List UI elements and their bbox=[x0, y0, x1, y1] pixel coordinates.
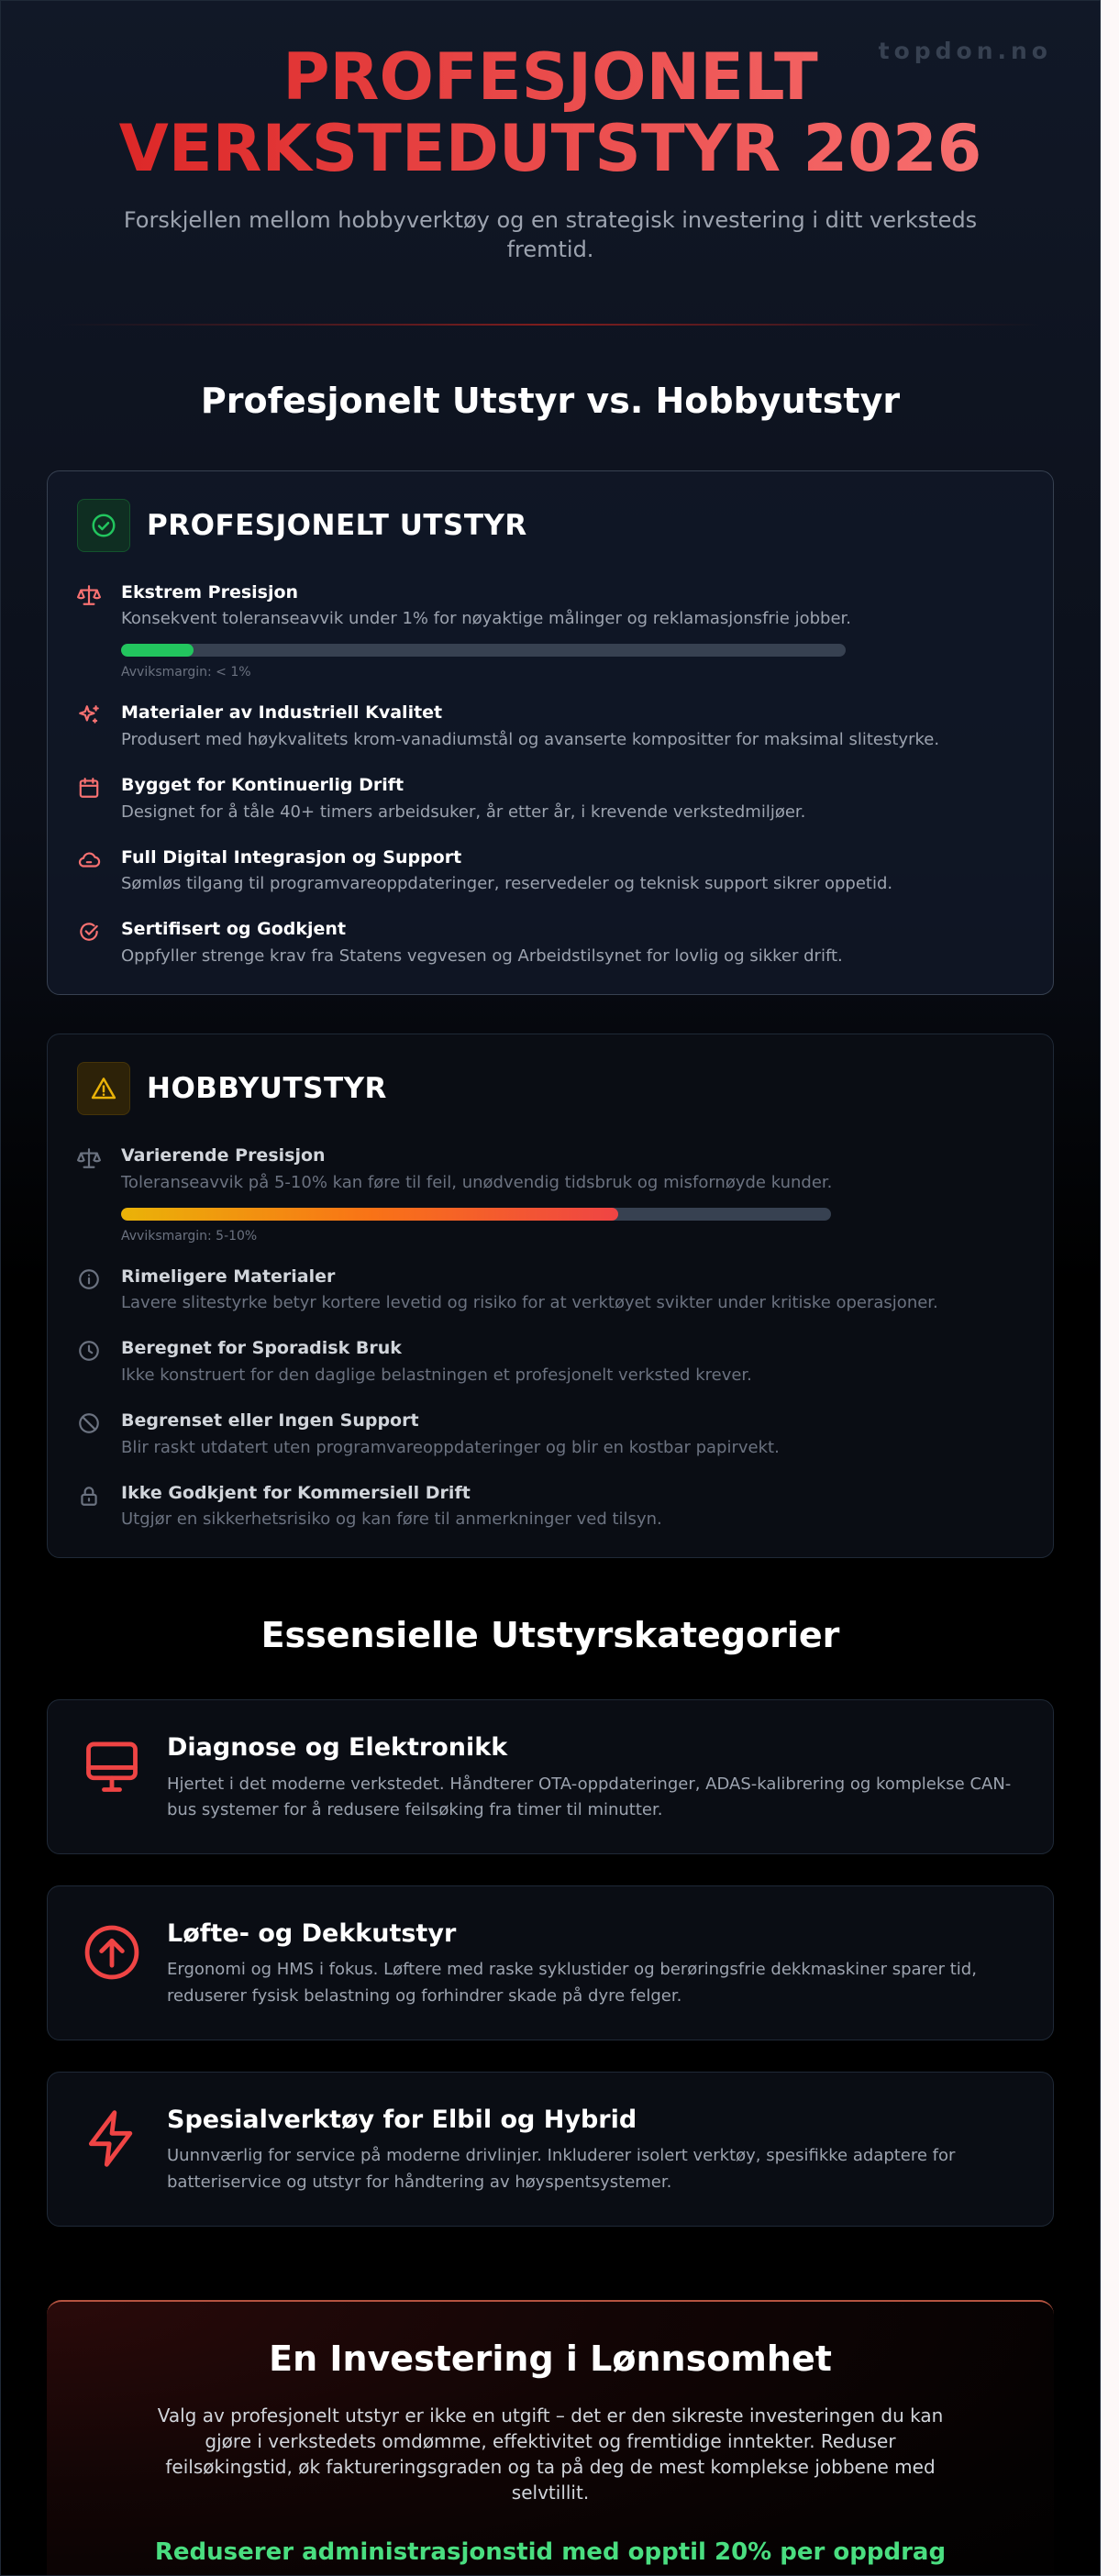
hobby-card-title: HOBBYUTSTYR bbox=[147, 1072, 387, 1105]
monitor-icon bbox=[81, 1731, 147, 1801]
pro-precision-bar bbox=[121, 644, 846, 657]
category-desc: Ergonomi og HMS i fokus. Løftere med raske syklustider og berøringsfrie dekkmaskiner sparer tid, reduserer fysisk belastning og forhindrer skade på dyre felger. bbox=[167, 1960, 977, 2007]
calendar-icon bbox=[77, 774, 121, 803]
pro-card bbox=[47, 470, 1054, 995]
warning-triangle-icon bbox=[77, 1062, 130, 1115]
page-title bbox=[101, 41, 1000, 185]
check-circle-icon bbox=[77, 499, 130, 552]
sparkles-icon bbox=[77, 702, 121, 731]
comparison-title: Profesjonelt Utstyr vs. Hobbyutstyr bbox=[200, 380, 901, 421]
badge-check-icon bbox=[77, 918, 121, 947]
pro-feature bbox=[77, 774, 1024, 824]
cloud-icon bbox=[77, 846, 121, 876]
pro-precision-bar-fill bbox=[121, 644, 194, 657]
pro-feature-title: Sertifisert og Godkjent bbox=[121, 919, 347, 940]
pro-feature-title: Ekstrem Presisjon bbox=[121, 581, 299, 603]
category-name: Diagnose og Elektronikk bbox=[167, 1733, 508, 1763]
pro-precision-bar-label: Avviksmargin: < 1% bbox=[121, 665, 251, 680]
pro-feature bbox=[77, 918, 1024, 968]
pro-card-header bbox=[77, 499, 1024, 552]
category-name: Spesialverktøy for Elbil og Hybrid bbox=[167, 2105, 637, 2134]
hobby-feature-desc: Blir raskt utdatert uten programvareoppdateringer og blir en kostbar papirvekt. bbox=[121, 1437, 780, 1457]
clock-icon bbox=[77, 1337, 121, 1366]
scale-icon bbox=[77, 581, 121, 611]
page-subtitle: Forskjellen mellom hobbyverktøy og en strategisk investering i ditt verksteds fremtid. bbox=[123, 206, 978, 263]
investment-title: En Investering i Lønnsomhet bbox=[269, 2338, 832, 2379]
investment-section bbox=[47, 2300, 1054, 2576]
category-desc: Hjertet i det moderne verkstedet. Håndterer OTA-oppdateringer, ADAS-kalibrering og komplekse CAN-bus systemer for å redusere feilsøking fra timer til minutter. bbox=[167, 1774, 1012, 1820]
hobby-feature-title: Varierende Presisjon bbox=[121, 1145, 326, 1166]
hobby-card-header bbox=[77, 1062, 1024, 1115]
hobby-feature-title: Begrenset eller Ingen Support bbox=[121, 1410, 419, 1432]
brand-label: topdon.no bbox=[878, 38, 1052, 64]
pro-feature bbox=[77, 846, 1024, 897]
category-card bbox=[47, 1699, 1054, 1854]
hobby-feature bbox=[77, 1144, 1024, 1244]
hobby-feature-desc: Toleranseavvik på 5-10% kan føre til feil, unødvendig tidsbruk og misfornøyde kunder. bbox=[121, 1172, 833, 1192]
pro-feature bbox=[77, 702, 1024, 752]
hobby-precision-bar bbox=[121, 1208, 831, 1221]
pro-card-title: PROFESJONELT UTSTYR bbox=[147, 508, 527, 542]
info-icon bbox=[77, 1266, 121, 1295]
pro-feature-desc: Produsert med høykvalitets krom-vanadiumstål og avanserte kompositter for maksimal slitestyrke. bbox=[121, 729, 940, 749]
hobby-feature bbox=[77, 1482, 1024, 1532]
lightning-icon bbox=[81, 2104, 147, 2173]
hobby-feature-title: Ikke Godkjent for Kommersiell Drift bbox=[121, 1482, 471, 1503]
pro-feature-title: Full Digital Integrasjon og Support bbox=[121, 846, 462, 868]
hobby-feature bbox=[77, 1337, 1024, 1388]
pro-feature bbox=[77, 581, 852, 680]
pro-feature-desc: Konsekvent toleranseavvik under 1% for nøyaktige målinger og reklamasjonsfrie jobber. bbox=[121, 609, 852, 629]
pro-feature-title: Materialer av Industriell Kvalitet bbox=[121, 702, 443, 724]
upload-circle-icon bbox=[81, 1918, 147, 1987]
hobby-feature-desc: Ikke konstruert for den daglige belastningen et profesjonelt verksted krever. bbox=[121, 1365, 752, 1386]
category-card bbox=[47, 1885, 1054, 2040]
divider bbox=[60, 324, 1041, 326]
category-desc: Uunnværlig for service på moderne drivlinjer. Inkluderer isolert verktøy, spesifikke adaptere for batteriservice og utstyr for håndtering av høyspentsystemer. bbox=[167, 2145, 956, 2192]
hobby-feature bbox=[77, 1266, 1024, 1316]
investment-highlight: Reduserer administrasjonstid med opptil 20% per oppdrag bbox=[154, 2537, 947, 2566]
hobby-card bbox=[47, 1034, 1054, 1558]
hobby-feature-title: Beregnet for Sporadisk Bruk bbox=[121, 1338, 402, 1359]
title-line-1: PROFESJONELT bbox=[283, 39, 818, 115]
scale-icon bbox=[77, 1144, 121, 1174]
pro-feature-desc: Designet for å tåle 40+ timers arbeidsuker, år etter år, i krevende verkstedmiljøer. bbox=[121, 802, 806, 822]
ban-icon bbox=[77, 1410, 121, 1439]
pro-feature-desc: Sømløs tilgang til programvareoppdateringer, reservedeler og teknisk support sikrer oppetid. bbox=[121, 874, 893, 894]
pro-feature-title: Bygget for Kontinuerlig Drift bbox=[121, 774, 404, 795]
category-card bbox=[47, 2072, 1054, 2227]
pro-feature-desc: Oppfyller strenge krav fra Statens vegvesen og Arbeidstilsynet for lovlig og sikker drift. bbox=[121, 946, 843, 966]
hobby-precision-bar-fill bbox=[121, 1208, 618, 1221]
hobby-feature-desc: Utgjør en sikkerhetsrisiko og kan føre til anmerkninger ved tilsyn. bbox=[121, 1509, 662, 1530]
categories-title: Essensielle Utstyrskategorier bbox=[260, 1615, 840, 1656]
category-name: Løfte- og Dekkutstyr bbox=[167, 1919, 457, 1949]
hobby-feature bbox=[77, 1410, 1024, 1460]
hobby-feature-desc: Lavere slitestyrke betyr kortere levetid og risiko for at verktøyet svikter under kritiske operasjoner. bbox=[121, 1293, 938, 1313]
hobby-precision-bar-label: Avviksmargin: 5-10% bbox=[121, 1228, 258, 1244]
hobby-feature-title: Rimeligere Materialer bbox=[121, 1266, 336, 1287]
lock-icon bbox=[77, 1482, 121, 1511]
title-line-2: VERKSTEDUTSTYR 2026 bbox=[118, 111, 982, 187]
investment-text: Valg av profesjonelt utstyr er ikke en utgift – det er den sikreste investeringen du kan gjøre i verkstedets omdømme, effektivitet og fremtidige inntekter. Reduser feilsøkingstid, øk faktureringsgraden og ta på deg de mest komplekse jobbene med selvtillit. bbox=[157, 2404, 944, 2504]
